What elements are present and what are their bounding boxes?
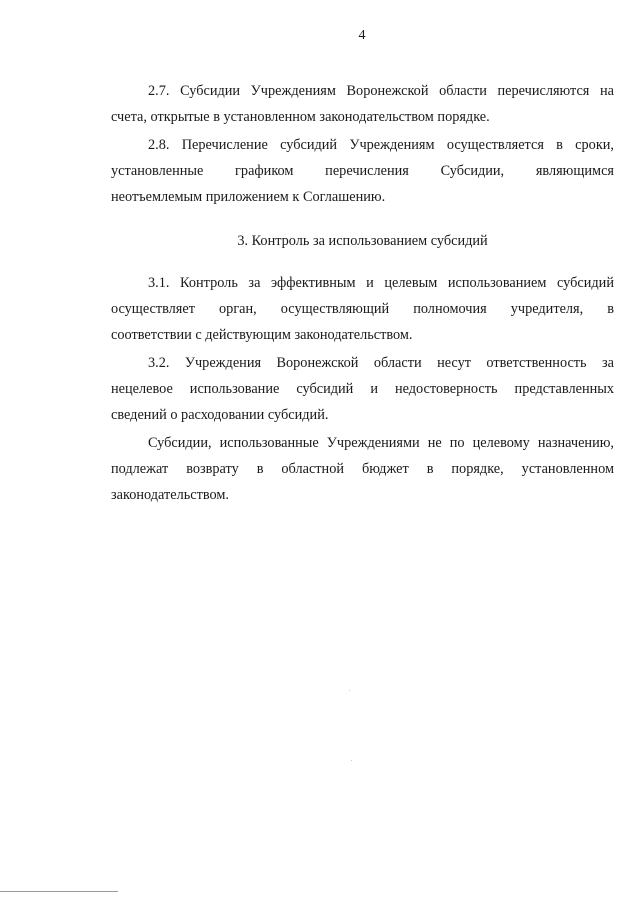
paragraph-line: счета, открытые в установленном законодательством порядке.: [111, 109, 490, 125]
paragraph-line: 2.7. Субсидии Учреждениям Воронежской области перечисляются на: [148, 83, 614, 99]
scan-speck: [349, 690, 350, 691]
paragraph-line: установленные графиком перечисления Субсидии, являющимся: [111, 163, 614, 179]
paragraph-line: 2.8. Перечисление субсидий Учреждениям осуществляется в сроки,: [148, 137, 614, 153]
paragraph-line: нецелевое использование субсидий и недостоверность представленных: [111, 381, 614, 397]
document-body: [111, 78, 614, 508]
paragraph-3-1: [111, 270, 614, 348]
scan-speck: [351, 760, 352, 761]
paragraph-line: неотъемлемым приложением к Соглашению.: [111, 189, 386, 205]
page-number: 4: [358, 28, 366, 43]
paragraph-2-8: [111, 132, 614, 210]
paragraph-line: сведений о расходовании субсидий.: [111, 407, 329, 423]
paragraph-line: соответствии с действующим законодательством.: [111, 327, 413, 343]
paragraph-subsidies-return: [111, 430, 614, 508]
paragraph-line: Субсидии, использованные Учреждениями не по целевому назначению,: [148, 435, 614, 451]
paragraph-line: осуществляет орган, осуществляющий полномочия учредителя, в: [111, 301, 614, 317]
paragraph-3-2: [111, 350, 614, 428]
paragraph-line: подлежат возврату в областной бюджет в порядке, установленном: [111, 461, 614, 477]
bottom-scan-edge: [0, 891, 118, 892]
section-heading: 3. Контроль за использованием субсидий: [237, 233, 488, 249]
paragraph-line: 3.1. Контроль за эффективным и целевым использованием субсидий: [148, 275, 614, 291]
paragraph-line: законодательством.: [111, 487, 229, 503]
paragraph-2-7: [111, 78, 614, 130]
paragraph-line: 3.2. Учреждения Воронежской области несут ответственность за: [148, 355, 614, 371]
